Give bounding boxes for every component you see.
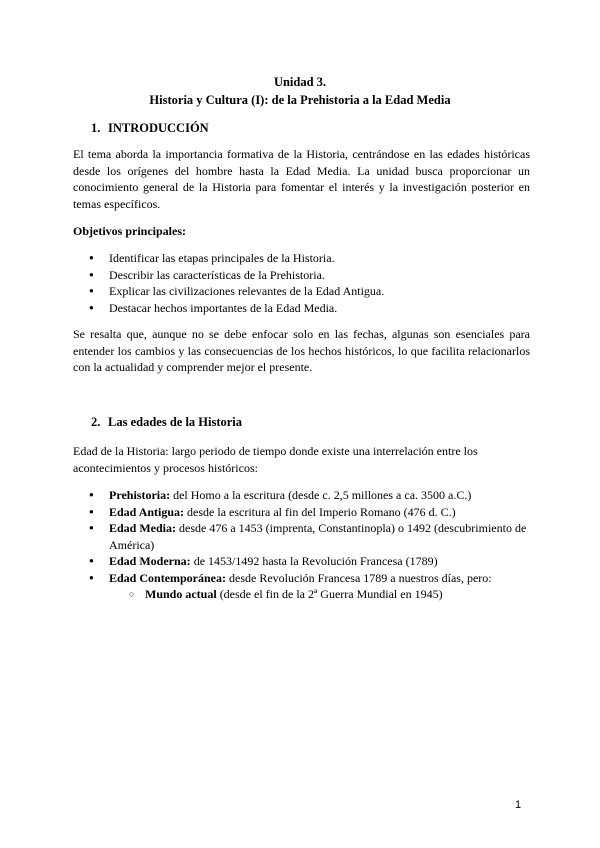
section-2-heading (91, 414, 242, 431)
sub-item-name: Mundo actual (145, 587, 217, 601)
list-item (73, 570, 533, 603)
closing-paragraph: Se resalta que, aunque no se debe enfocar solo en las fechas, algunas son esenciales para entender los cambios y las consecuencias de los hechos históricos, lo que facilita relacionarlos con la actualidad y comprender mejor el presente. (73, 327, 530, 374)
age-name: Edad Antigua: (109, 504, 185, 519)
section-1-number: 1. (91, 121, 101, 135)
ages-list (73, 487, 533, 603)
age-desc: desde 476 a 1453 (imprenta, Constantinopla) o 1492 (descubrimiento de América) (109, 521, 527, 552)
list-item (73, 487, 533, 504)
age-desc: desde Revolución Francesa 1789 a nuestros días, pero: (226, 570, 492, 585)
objectives-list (73, 250, 533, 316)
unit-subtitle: Historia y Cultura (I): de la Prehistoria a la Edad Media (149, 93, 451, 107)
age-name: Prehistoria: (109, 488, 171, 502)
list-item (73, 520, 533, 553)
list-item: ● Destacar hechos importantes de la Edad Media. (73, 300, 533, 317)
age-name: Edad Moderna: (109, 554, 191, 568)
definition-paragraph: Edad de la Historia: largo periodo de tiempo donde existe una interrelación entre los acontecimientos y procesos históricos: (73, 444, 478, 475)
list-item (73, 553, 533, 570)
section-1-heading (91, 120, 209, 137)
section-2-title: Las edades de la Historia (108, 415, 243, 429)
sub-list (109, 586, 533, 603)
section-2-number: 2. (91, 415, 101, 429)
sub-item-desc: (desde el fin de la 2ª Guerra Mundial en 1945) (216, 587, 443, 601)
list-item: ● Explicar las civilizaciones relevantes de la Edad Antigua. (73, 283, 533, 300)
intro-paragraph: El tema aborda la importancia formativa de la Historia, centrándose en las edades históricas desde los orígenes del hombre hasta la Edad Media. La unidad busca proporcionar un conocimiento general de la Historia para fomentar el interés y la investigación posterior en temas específicos. (73, 147, 530, 211)
list-item: ● Identificar las etapas principales de la Historia. (73, 250, 533, 267)
page-number: 1 (515, 799, 522, 811)
unit-title: Unidad 3. (273, 75, 327, 89)
list-item: ● Describir las características de la Prehistoria. (73, 267, 533, 284)
age-name: Edad Media: (109, 521, 177, 535)
age-desc: de 1453/1492 hasta la Revolución Francesa (1789) (190, 554, 438, 568)
objectives-title: Objetivos principales: (73, 224, 186, 238)
age-desc: desde la escritura al fin del Imperio Romano (476 d. C.) (184, 504, 456, 519)
age-name: Edad Contemporánea: (109, 570, 227, 585)
age-desc: del Homo a la escritura (desde c. 2,5 millones a ca. 3500 a.C.) (170, 488, 472, 502)
list-item (73, 504, 533, 521)
section-1-title: INTRODUCCIÓN (108, 121, 209, 135)
title-block (0, 73, 600, 109)
sub-list-item (109, 586, 533, 603)
